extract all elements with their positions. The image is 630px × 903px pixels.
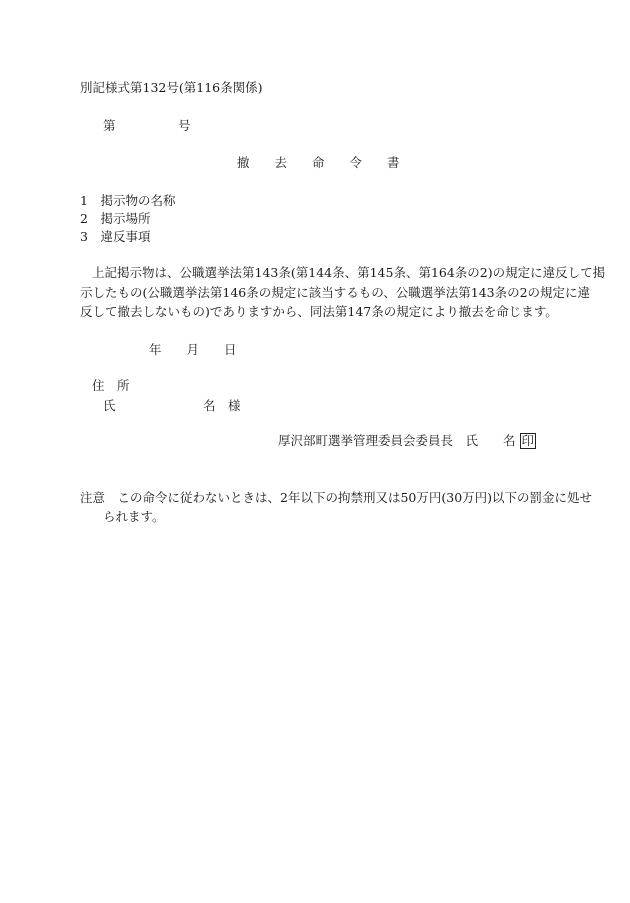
issuer-line [278,433,536,449]
document-title: 撤 去 命 令 書 [237,155,400,170]
note-line: られます。 [103,509,165,524]
note-line: 注意 この命令に従わないときは、2年以下の拘禁刑又は50万円(30万円)以下の罰金に処せ [80,490,593,505]
body-line: 反して撤去しないもの)でありますから、同法第147条の規定により撤去を命じます。 [80,304,558,319]
date-line: 年 月 日 [149,342,237,357]
item-location: 2 掲示場所 [80,211,151,226]
issuer-name: 厚沢部町選挙管理委員会委員長 氏 名 [278,433,516,448]
item-violation: 3 違反事項 [80,229,151,244]
item-name: 1 掲示物の名称 [80,193,176,208]
seal-mark: 印 [521,433,535,448]
body-line: 示したもの(公職選挙法第146条の規定に該当するもの、公職選挙法第143条の2の規定に違 [80,285,591,300]
body-line: 上記掲示物は、公職選挙法第143条(第144条、第145条、第164条の2)の規定に違反して掲 [92,265,606,280]
document-number: 第 号 [103,118,191,133]
address-label: 住 所 [92,378,130,393]
form-header: 別記様式第132号(第116条関係) [80,80,263,95]
name-label: 氏 名 様 [103,398,241,413]
